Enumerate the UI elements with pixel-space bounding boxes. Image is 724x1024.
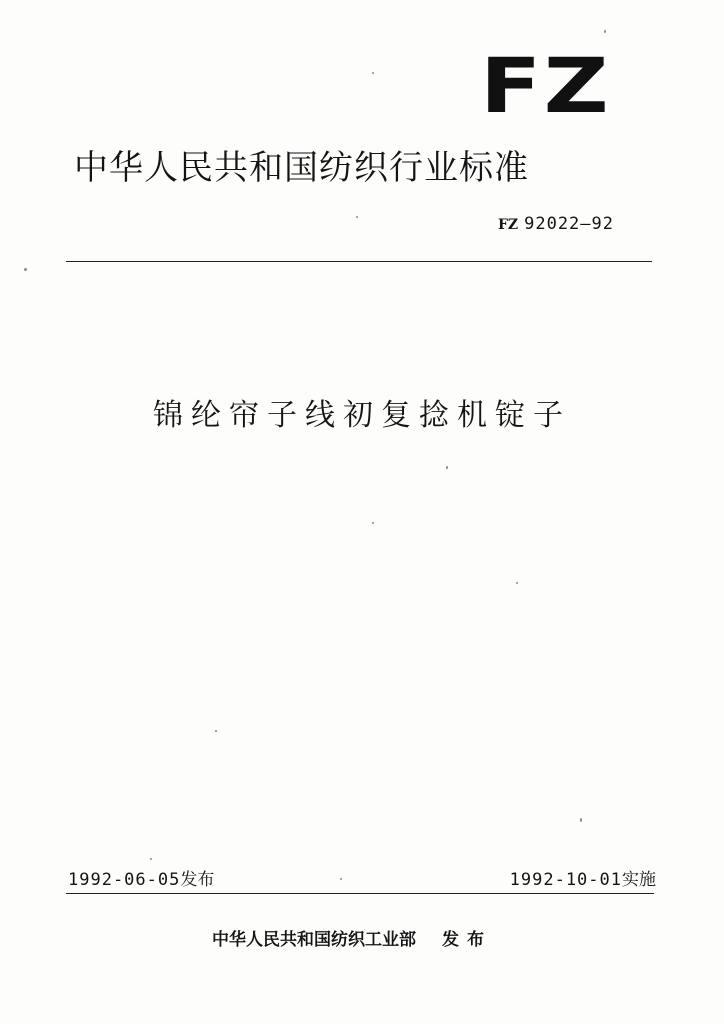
document-title: 锦纶帘子线初复捻机锭子 bbox=[153, 398, 571, 433]
scan-speck bbox=[340, 878, 342, 880]
scan-speck bbox=[604, 30, 606, 33]
scan-speck bbox=[356, 216, 358, 218]
issue-date-value: 1992-06-05 bbox=[68, 870, 181, 890]
publish-verb: 发布 bbox=[442, 930, 492, 950]
implement-date bbox=[510, 868, 656, 892]
implement-date-value: 1992-10-01 bbox=[509, 870, 622, 890]
scan-speck bbox=[446, 466, 448, 469]
footer-divider bbox=[66, 893, 654, 894]
standard-code-prefix: FZ bbox=[497, 217, 519, 233]
scan-speck bbox=[372, 72, 374, 74]
date-row bbox=[68, 868, 656, 892]
scan-speck bbox=[24, 268, 27, 271]
issue-date bbox=[68, 868, 214, 892]
publisher-name: 中华人民共和国纺织工业部 bbox=[212, 930, 416, 950]
standard-code-number: 92022—92 bbox=[524, 214, 614, 234]
publisher-line bbox=[212, 928, 492, 952]
implement-date-label: 实施 bbox=[622, 870, 656, 890]
issue-date-label: 发布 bbox=[180, 870, 215, 890]
scan-speck bbox=[372, 522, 374, 524]
standard-code bbox=[498, 214, 614, 235]
scan-speck bbox=[580, 818, 582, 822]
scan-speck bbox=[215, 730, 217, 732]
fz-logo: FZ bbox=[480, 41, 612, 130]
scan-speck bbox=[516, 582, 518, 584]
header-divider bbox=[66, 261, 652, 262]
scan-speck bbox=[150, 858, 152, 860]
standard-category-title: 中华人民共和国纺织行业标准 bbox=[74, 148, 529, 188]
